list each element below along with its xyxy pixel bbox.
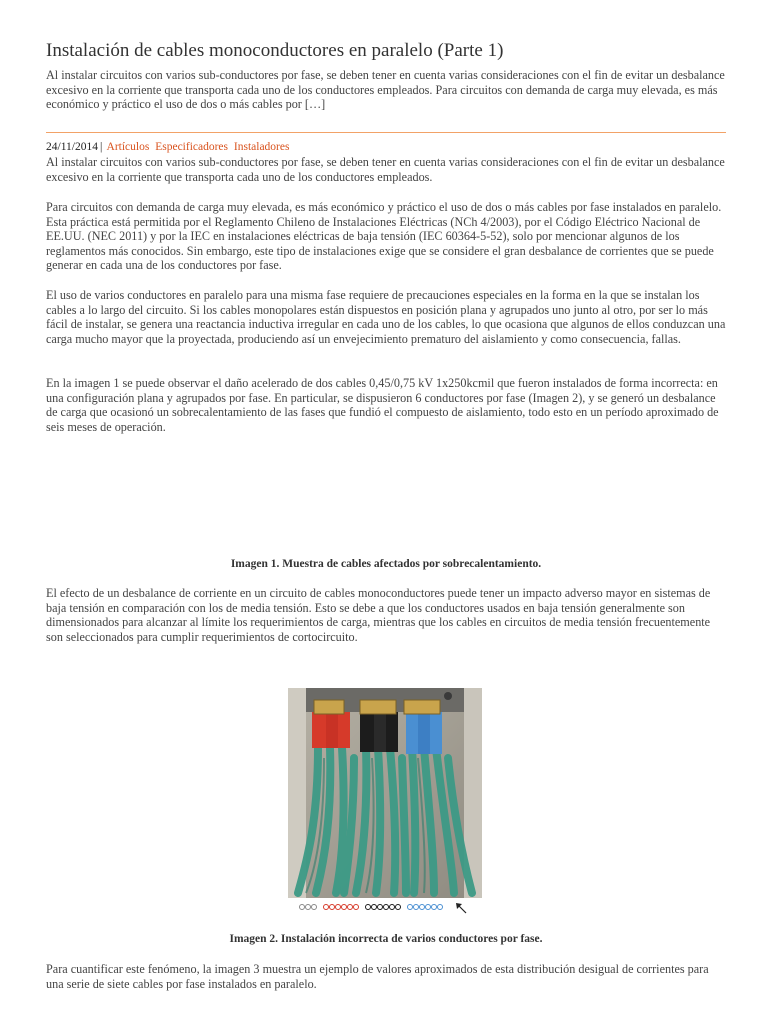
body-paragraph-3: El uso de varios conductores en paralelo para una misma fase requiere de precauciones especiales en la forma en la que se instalan los cables a lo largo del circuito. Si los cables monopolares están dispuestos en posición plana y agrupados uno junto al otro, por ser lo más fácil de instalar, se genera una reactancia inductiva irregular en cada uno de los cables, lo que ocasiona que algunos de ellos conduzcan una carga mucho mayor que la proyectada, produciendo así un envejecimiento prematuro del aislamiento y como consecuencia, fallas. xyxy=(46,288,726,346)
image-2-caption: Imagen 2. Instalación incorrecta de varios conductores por fase. xyxy=(229,933,543,945)
post-date: 24/11/2014 xyxy=(46,141,98,153)
conductor-arrangement-diagram xyxy=(296,901,476,915)
body-paragraph-5: El efecto de un desbalance de corriente en un circuito de cables monoconductores puede tener un impacto adverso mayor en sistemas de baja tensión en comparación con los de media tensión. Esto se debe a que los conductores usados en baja tensión generalmente son dimensionados para alcanzar al límite los requerimientos de carga, mientras que los cables en circuitos de media tensión frecuentemente son seleccionados para cumplir requerimientos de cortocircuito. xyxy=(46,586,711,644)
body-paragraph-2: Para circuitos con demanda de carga muy elevada, es más económico y práctico el uso de dos o más cables por fase instalados en paralelo. Esta práctica está permitida por el Reglamento Chileno de Instalaciones Eléctricas (NCh 4/2003), por el Código Eléctrico Nacional de EE.UU. (NEC 2011) y por la IEC en instalaciones eléctricas de baja tensión (IEC 60364-5-52), solo por mencionar algunos de los reglamentos más conocidos. Sin embargo, este tipo de instalaciones exige que se considere el gran desbalance de corrientes que se puede generar en cada una de los conductores por fase. xyxy=(46,200,722,273)
pointer-arrow-icon xyxy=(456,903,466,913)
body-paragraph-1: Al instalar circuitos con varios sub-conductores por fase, se deben tener en cuenta varias consideraciones con el fin de evitar un desbalance excesivo en la corriente que transporta cada uno de los conductores empleados. xyxy=(46,155,725,184)
meta-separator: | xyxy=(99,141,103,153)
category-link-especificadores[interactable]: Especificadores xyxy=(155,141,229,153)
category-link-articulos[interactable]: Artículos xyxy=(106,141,150,153)
divider xyxy=(46,132,726,133)
image-1-caption: Imagen 1. Muestra de cables afectados por sobrecalentamiento. xyxy=(230,558,542,570)
category-link-instaladores[interactable]: Instaladores xyxy=(233,141,290,153)
body-paragraph-4: En la imagen 1 se puede observar el daño acelerado de dos cables 0,45/0,75 kV 1x250kcmil que fueron instalados de forma incorrecta: en una configuración plana y agrupados por fase. En particular, se dispusieron 6 conductores por fase (Imagen 2), y se generó un desbalance de carga que ocasionó un sobrecalentamiento de las fases que fundió el compuesto de aislamiento, todo esto en un período aproximado de seis meses de operación. xyxy=(46,376,719,434)
post-excerpt: Al instalar circuitos con varios sub-conductores por fase, se deben tener en cuenta varias consideraciones con el fin de evitar un desbalance excesivo en la corriente que transporta cada uno de los conductores empleados. Para circuitos con demanda de carga muy elevada, es más económico y práctico el uso de dos o más cables por […] xyxy=(46,68,725,112)
cables-photo xyxy=(288,688,482,898)
body-paragraph-6: Para cuantificar este fenómeno, la imagen 3 muestra un ejemplo de valores aproximados de esta distribución desigual de corrientes para una serie de siete cables por fase instalados en paralelo. xyxy=(46,962,709,991)
post-meta xyxy=(46,140,289,154)
post-title-link[interactable]: Instalación de cables monoconductores en paralelo (Parte 1) xyxy=(46,40,504,61)
